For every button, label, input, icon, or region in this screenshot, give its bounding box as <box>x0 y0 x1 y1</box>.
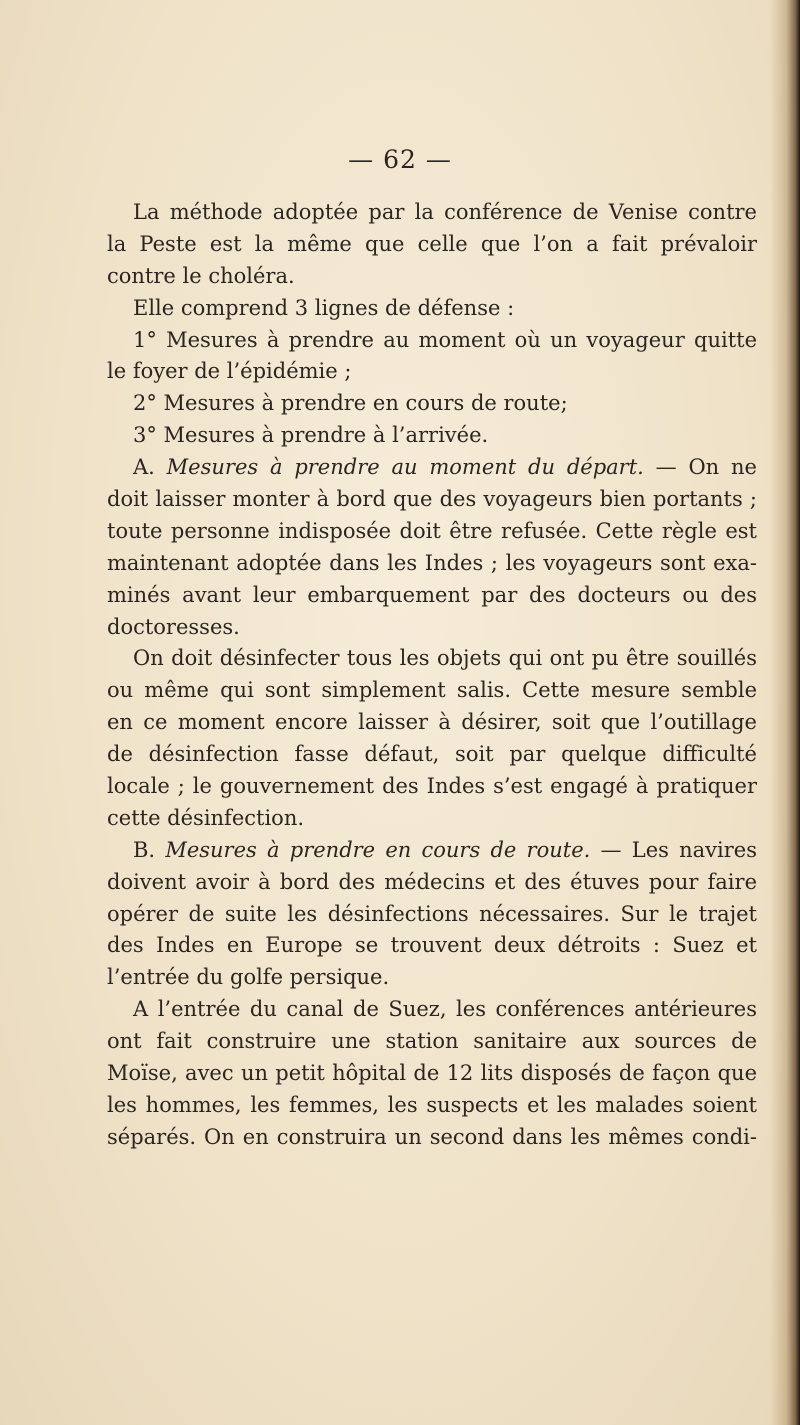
text-line: les hommes, les femmes, les suspects et les malades soient <box>107 1092 757 1117</box>
text-line: doctoresses. <box>107 614 240 639</box>
section-heading: Mesures à prendre en cours de route. <box>165 837 591 862</box>
text-line: en ce moment encore laisser à désirer, soit que l’outillage <box>107 710 757 735</box>
text-line: locale ; le gouvernement des Indes s’est engagé à pratiquer <box>107 774 757 799</box>
text-line: 3° Mesures à prendre à l’arrivée. <box>133 423 489 448</box>
text-line: 1° Mesures à prendre au moment où un voyageur quitte <box>133 327 757 352</box>
text-line: La méthode adoptée par la conférence de Venise contre <box>133 200 757 224</box>
text-line: doit laisser monter à bord que des voyageurs bien portants ; <box>107 487 757 512</box>
page-number: — 62 — <box>348 145 452 174</box>
text-line: 2° Mesures à prendre en cours de route; <box>133 391 568 416</box>
text-line: le foyer de l’épidémie ; <box>107 359 352 384</box>
page-edge-shadow <box>770 0 800 1425</box>
text-line: ont fait construire une station sanitaire aux sources de <box>107 1029 757 1054</box>
line-continuation: — Les navires <box>590 837 757 862</box>
section-letter: A. <box>133 455 167 480</box>
text-line: des Indes en Europe se trouvent deux détroits : Suez et <box>107 933 757 958</box>
text-line: contre le choléra. <box>107 263 295 288</box>
text-line: Moïse, avec un petit hôpital de 12 lits disposés de façon que <box>107 1061 757 1086</box>
body-text <box>107 197 757 1154</box>
text-line: maintenant adoptée dans les Indes ; les voyageurs sont exa- <box>107 550 757 575</box>
text-line: opérer de suite les désinfections nécessaires. Sur le trajet <box>107 901 757 926</box>
section-letter: B. <box>133 837 166 862</box>
text-line: de désinfection fasse défaut, soit par quelque difficulté <box>107 742 757 767</box>
text-line: la Peste est la même que celle que l’on a fait prévaloir <box>107 231 757 256</box>
text-line <box>107 835 757 867</box>
text-line: cette désinfection. <box>107 805 305 830</box>
text-line: séparés. On en construira un second dans les mêmes condi- <box>107 1124 757 1149</box>
text-line: minés avant leur embarquement par des docteurs ou des <box>107 582 757 607</box>
text-line: doivent avoir à bord des médecins et des étuves pour faire <box>107 869 757 894</box>
text-line: toute personne indisposée doit être refusée. Cette règle est <box>107 518 757 543</box>
section-heading: Mesures à prendre au moment du départ. <box>166 455 644 480</box>
text-line: l’entrée du golfe persique. <box>107 965 390 990</box>
line-continuation: — On ne <box>643 455 757 480</box>
text-line: A l’entrée du canal de Suez, les conférences antérieures <box>133 997 757 1022</box>
text-line: ou même qui sont simplement salis. Cette mesure semble <box>107 678 757 703</box>
text-line <box>107 452 757 484</box>
text-line: Elle comprend 3 lignes de défense : <box>133 295 515 320</box>
text-line: On doit désinfecter tous les objets qui ont pu être souillés <box>133 646 757 671</box>
